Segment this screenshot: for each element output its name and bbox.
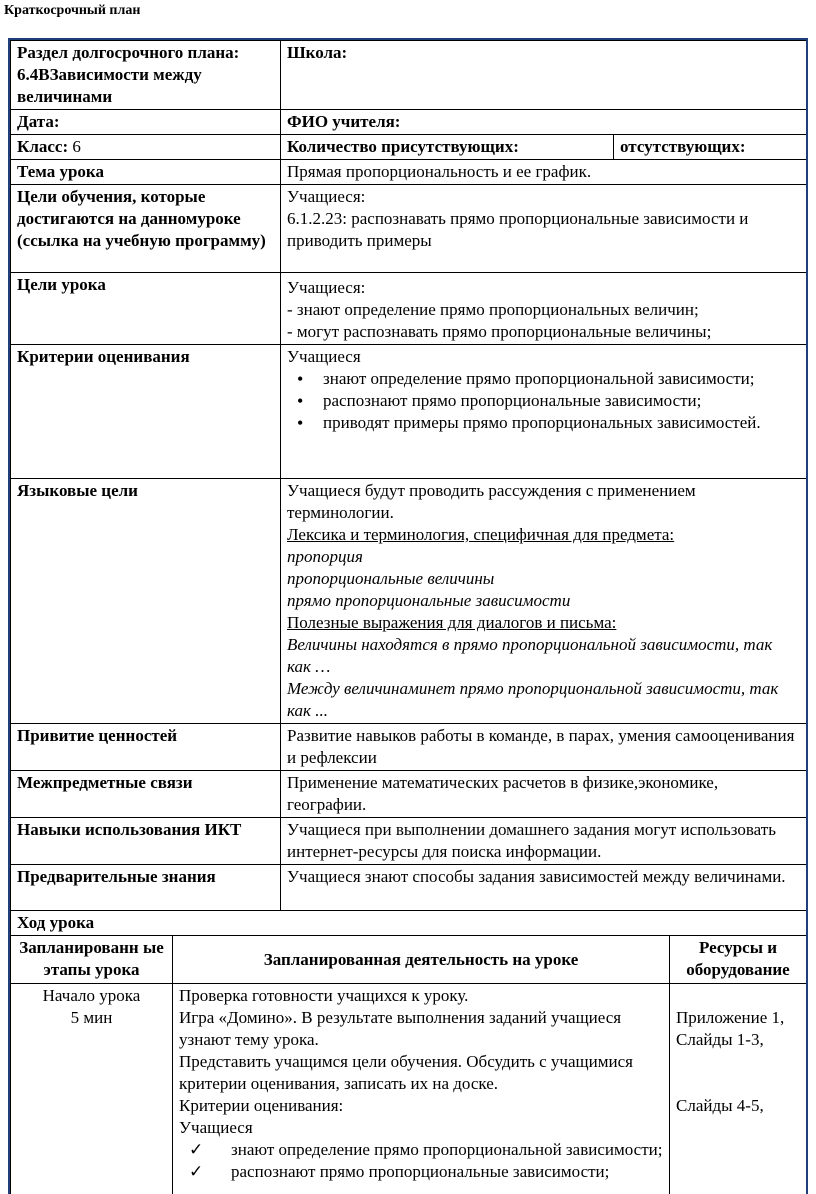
goals-cell [281,185,807,273]
page-title: Краткосрочный план [4,3,141,18]
check-icon: ✓ [189,1162,204,1181]
present-label: Количество присутствующих: [281,135,614,160]
lang-phrase: Между величинаминет прямо пропорциональной зависимости, так как ... [287,679,779,720]
check-item-text: знают определение прямо пропорциональной зависимости; [231,1140,663,1159]
school-label: Школа: [281,41,807,110]
list-item: • распознают прямо пропорциональные зависимости; [323,390,800,412]
check-list [179,1139,663,1183]
criteria-label: Критерии оценивания [11,345,281,479]
resource-line: Слайды 1-3, [676,1030,764,1049]
lang-vocab-heading: Лексика и терминология, специфичная для предмета: [287,525,675,544]
activity-line: Проверка готовности учащихся к уроку. [179,986,469,1005]
teacher-label: ФИО учителя: [281,110,807,135]
stage-time: 5 мин [70,1008,113,1027]
col-stages-header: Запланированн ые этапы урока [11,936,173,984]
lang-label: Языковые цели [11,479,281,724]
topic-label: Тема урока [11,160,281,185]
lang-cell [281,479,807,724]
lesson-goal-line: - знают определение прямо пропорциональных величин; [287,300,699,319]
list-item: • знают определение прямо пропорциональной зависимости; [323,368,800,390]
check-icon: ✓ [189,1140,204,1159]
section-cell [11,41,281,110]
activity-line: Учащиеся [179,1118,253,1137]
activity-line: Представить учащимся цели обучения. Обсудить с учащимися критерии оценивания, записать их на доске. [179,1052,633,1093]
absent-label: отсутствующих: [614,135,807,160]
prior-label: Предварительные знания [11,865,281,911]
cross-label: Межпредметные связи [11,771,281,818]
ict-value: Учащиеся при выполнении домашнего задания могут использовать интернет-ресурсы для поиска информации. [281,818,807,865]
goals-line: 6.1.2.23: распознавать прямо пропорциональные зависимости и приводить примеры [287,209,749,250]
list-item [179,1161,663,1183]
criteria-intro: Учащиеся [287,347,361,366]
criteria-list [287,368,800,434]
lesson-goal-line: - могут распознавать прямо пропорциональные величины; [287,322,712,341]
values-label: Привитие ценностей [11,724,281,771]
course-heading: Ход урока [11,911,807,936]
plan-table [10,40,807,911]
prior-value: Учащиеся знают способы задания зависимостей между величинами. [281,865,807,911]
lesson-plan-frame [8,38,808,1194]
values-value: Развитие навыков работы в команде, в парах, умения самооценивания и рефлексии [281,724,807,771]
lesson-goals-cell [281,273,807,345]
list-item: • приводят примеры прямо пропорциональных зависимостей. [323,412,800,434]
class-label: Класс: [17,137,69,156]
stage-name: Начало урока [42,986,141,1005]
activity-cell [173,984,670,1194]
lang-phrases-heading: Полезные выражения для диалогов и письма: [287,613,617,632]
cross-value: Применение математических расчетов в физике,экономике, географии. [281,771,807,818]
goals-label: Цели обучения, которые достигаются на данномуроке (ссылка на учебную программу) [11,185,281,273]
lang-intro: Учащиеся будут проводить рассуждения с применением терминологии. [287,481,696,522]
topic-value: Прямая пропорциональность и ее график. [281,160,807,185]
section-value: 6.4ВЗависимости между величинами [17,65,202,106]
check-item-text: распознают прямо пропорциональные зависимости; [231,1162,610,1181]
section-label: Раздел долгосрочного плана: [17,43,240,62]
resource-line: Приложение 1, [676,1008,785,1027]
col-activity-header: Запланированная деятельность на уроке [173,936,670,984]
list-item [179,1139,663,1161]
criteria-cell [281,345,807,479]
goals-line: Учащиеся: [287,187,366,206]
activity-line: Игра «Домино». В результате выполнения заданий учащиеся узнают тему урока. [179,1008,622,1049]
course-table [10,910,807,1194]
activity-line: Критерии оценивания: [179,1096,344,1115]
stage-cell [11,984,173,1194]
lang-vocab-item: прямо пропорциональные зависимости [287,591,571,610]
lang-phrase: Величины находятся в прямо пропорциональной зависимости, так как … [287,635,773,676]
col-resources-header: Ресурсы и оборудование [670,936,807,984]
class-cell [11,135,281,160]
resource-line: Слайды 4-5, [676,1096,764,1115]
lesson-goals-label: Цели урока [11,273,281,345]
lesson-goal-line: Учащиеся: [287,278,366,297]
resources-cell [670,984,807,1194]
lang-vocab-item: пропорциональные величины [287,569,495,588]
lang-vocab-item: пропорция [287,547,363,566]
ict-label: Навыки использования ИКТ [11,818,281,865]
date-label: Дата: [11,110,281,135]
class-value: 6 [68,137,81,156]
